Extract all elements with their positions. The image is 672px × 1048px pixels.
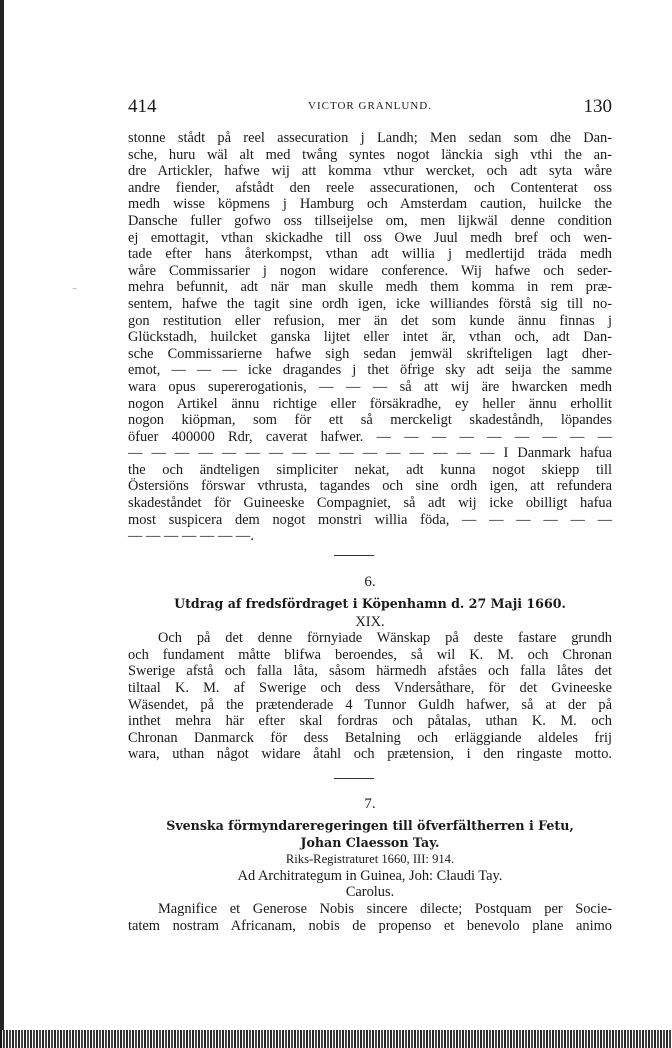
text-line: emot, — — — icke dragandes j thet öfrige sky adt seija the samme	[128, 362, 612, 379]
section-7-source: Riks-Registraturet 1660, III: 914.	[285, 852, 455, 867]
text-line: stonne stådt på reel assecuration j Landh; Men sedan som dhe Dan-	[128, 130, 612, 146]
text-line: Glückstadh, huilcket ganska lijtet eller intet är, vthan och, adt Dan-	[128, 329, 612, 346]
section-6-number: 6.	[364, 574, 376, 590]
text-line: tatem nostram Africanam, nobis de propenso et benevolo plane animo	[128, 917, 612, 934]
text-line: — — — — — — — — — — — — — — — — I Danmark hafua	[128, 445, 612, 462]
page-header	[128, 96, 612, 120]
section-7-title: Johan Claesson Tay.	[300, 834, 440, 850]
text-line: Och på det denne förnyiade Wänskap på deste fastare grundh	[158, 630, 612, 647]
section-7-number: 7.	[364, 796, 376, 812]
text-line: most suspicera dem nogot monstri willia föda, — — — — — —	[128, 511, 612, 528]
text-line: inthet mehra här efter skal fordras och påtalas, uthan K. M. och	[128, 713, 612, 730]
text-line: tiltaal K. M. af Swerige och dess Vndersåthare, för det Gvineeske	[128, 679, 612, 696]
text-line: öfuer 400000 Rdr, caverat hafwer. — — — — — — — — —	[128, 428, 612, 445]
text-line: skadeståndet för Guineeske Compagniet, så adt wij icke obilligt hafua	[128, 495, 612, 512]
text-line: ej emottagit, vthan skickadhe till oss Owe Juul medh bref och wen-	[128, 229, 612, 246]
text-line: andre fiender, afstådt den reele assecurationen, och Contenterat oss	[128, 179, 612, 196]
text-line: sche, huru wäl alt med twång syntes nogot länckia sigh vthi the an-	[128, 146, 612, 163]
text-line: Magnifice et Generose Nobis sincere dilecte; Postquam per Socie-	[158, 900, 612, 917]
section-7-address: Ad Architrategum in Guinea, Joh: Claudi Tay.	[237, 867, 503, 884]
text-line: nogon kiöpman, som för ett så merckeligt skadeståndh, löpandes	[128, 412, 612, 429]
running-title: VICTOR GRANLUND.	[308, 100, 432, 112]
page-number: 414	[128, 96, 157, 117]
section-6-article: XIX.	[355, 613, 385, 630]
text-line: sentem, hafwe the tagit sine ordh igen, icke williandes förstå sig till no-	[128, 295, 612, 312]
text-line: — — — — — — —.	[128, 528, 254, 545]
text-line: och fundament måtte blifwa beroendes, så wil K. M. och Chronan	[128, 646, 612, 663]
text-line: gon restitution eller refusion, mer än det som kunde ännu finnas j	[128, 312, 612, 329]
section-6-title: Utdrag af fredsfördraget i Köpenhamn d. 27 Maji 1660.	[174, 596, 566, 611]
section-7-signature: Carolus.	[345, 884, 395, 901]
section-divider	[334, 778, 374, 779]
text-line: Chronan Danmarck för dess Betalning och erläggiande aldeles frij	[128, 729, 612, 746]
text-line: nogon Artikel ännu richtige eller försäkradhe, ey heller ännu erhollit	[128, 395, 612, 412]
document-number: 130	[583, 96, 612, 117]
text-line: Wäsendet, på the prætenderade 4 Tunnor Guldh hafwer, så at der på	[128, 696, 612, 713]
text-line: tade efter hans återkompst, vthan adt willia j medlertijd träda medh	[128, 246, 612, 263]
text-line: dre Artickler, hafwe wij att komma vthur wercket, och adt syta wåre	[128, 163, 612, 180]
section-divider	[334, 555, 374, 556]
section-6	[128, 596, 612, 763]
text-line: wåre Commissarier j nogon widare conference. Wij hafwe och seder-	[128, 262, 612, 279]
continued-letter-text	[128, 130, 612, 545]
text-line: Dansche fuller gofwo oss tillseijelse om, men lijkwäl denne condition	[128, 212, 612, 229]
text-line: the och ändteligen simpliciter nekat, adt kunna nogot skiepp till	[128, 461, 612, 478]
text-line: Swerige afstå och falla låta, såsom härmedh afståes och fallа låtes det	[128, 663, 612, 680]
page-left-edge	[0, 0, 4, 1048]
section-7-title: Svenska förmyndareregeringen till öfverfältherren i Fetu,	[166, 818, 574, 833]
scan-bottom-edge	[0, 1030, 672, 1048]
section-7	[128, 818, 612, 934]
text-line: sche Commissarierne hafwe sigh sedan jemwäl skrifteligen lagt dher-	[128, 345, 612, 362]
stray-mark: ⁻	[72, 286, 78, 297]
text-line: Östersiöns förswar vthrusta, tagandes och sine ordh igen, att refundera	[128, 478, 612, 495]
text-line: wara opus supererogationis, — — — så att wij äre hwarcken medh	[128, 378, 612, 395]
text-line: medh wisse köpmens j Hamburg och Amsterdam caution, huilcke the	[128, 196, 612, 213]
text-line: wara, uthan något widare åtahl och prætension, i den ringaste motto.	[128, 746, 612, 763]
text-line: mehra befunnit, adt när man skulle medh them komma in rem præ-	[128, 279, 612, 296]
